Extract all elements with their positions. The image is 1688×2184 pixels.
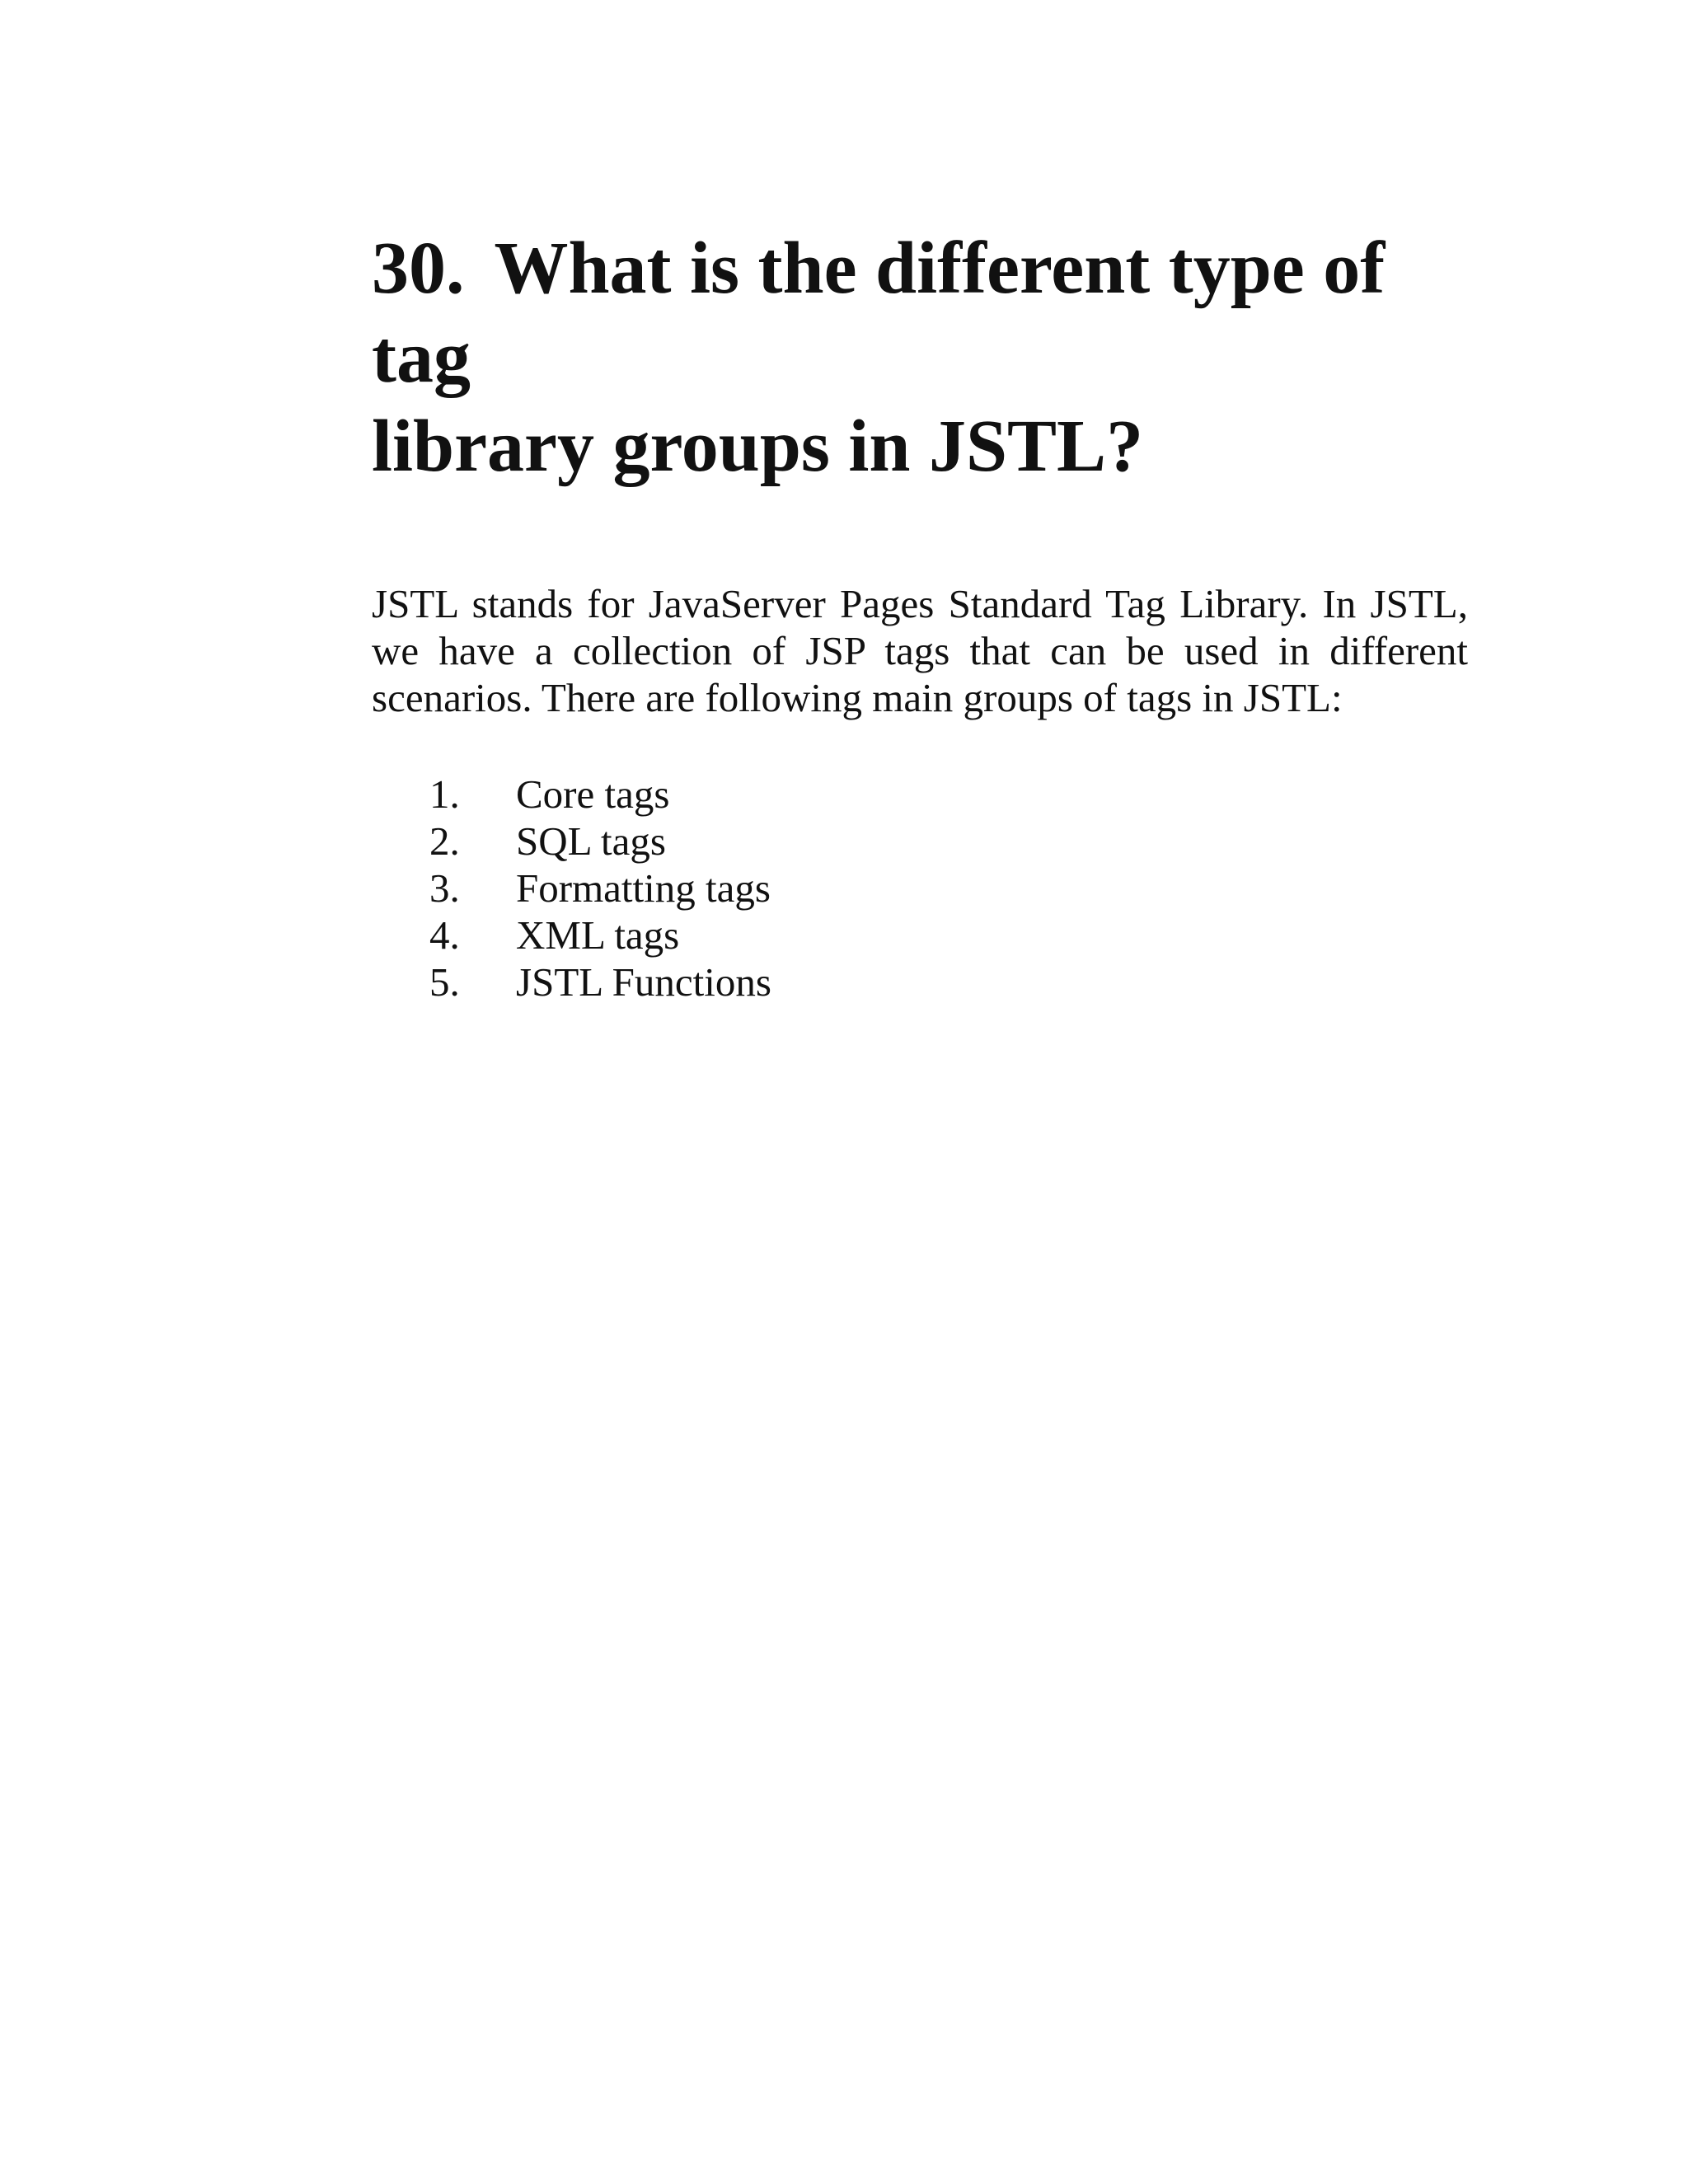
list-marker: 2. [429, 818, 460, 864]
list-item-label: Core tags [516, 771, 670, 817]
page-content [372, 224, 1468, 1005]
list-marker: 3. [429, 865, 460, 911]
question-title-line-2: library groups in JSTL? [372, 405, 1144, 487]
body-paragraph: JSTL stands for JavaServer Pages Standard Tag Library. In JSTL, we have a collection of JSP tags that can be used in different scenarios. There are following main groups of tags in JSTL: [372, 581, 1468, 720]
question-heading [372, 224, 1468, 491]
list-item [372, 865, 1468, 912]
list-item-label: JSTL Functions [516, 959, 771, 1005]
list-marker: 4. [429, 912, 460, 958]
list-item [372, 771, 1468, 818]
question-title-line-1: What is the different type of tag [372, 227, 1386, 398]
list-item [372, 818, 1468, 865]
question-number: 30. [372, 227, 465, 309]
tag-group-list [372, 771, 1468, 1005]
list-item [372, 958, 1468, 1005]
list-marker: 1. [429, 771, 460, 817]
list-item [372, 912, 1468, 958]
list-marker: 5. [429, 959, 460, 1005]
list-item-label: Formatting tags [516, 865, 771, 911]
list-item-label: XML tags [516, 912, 680, 958]
list-item-label: SQL tags [516, 818, 666, 864]
